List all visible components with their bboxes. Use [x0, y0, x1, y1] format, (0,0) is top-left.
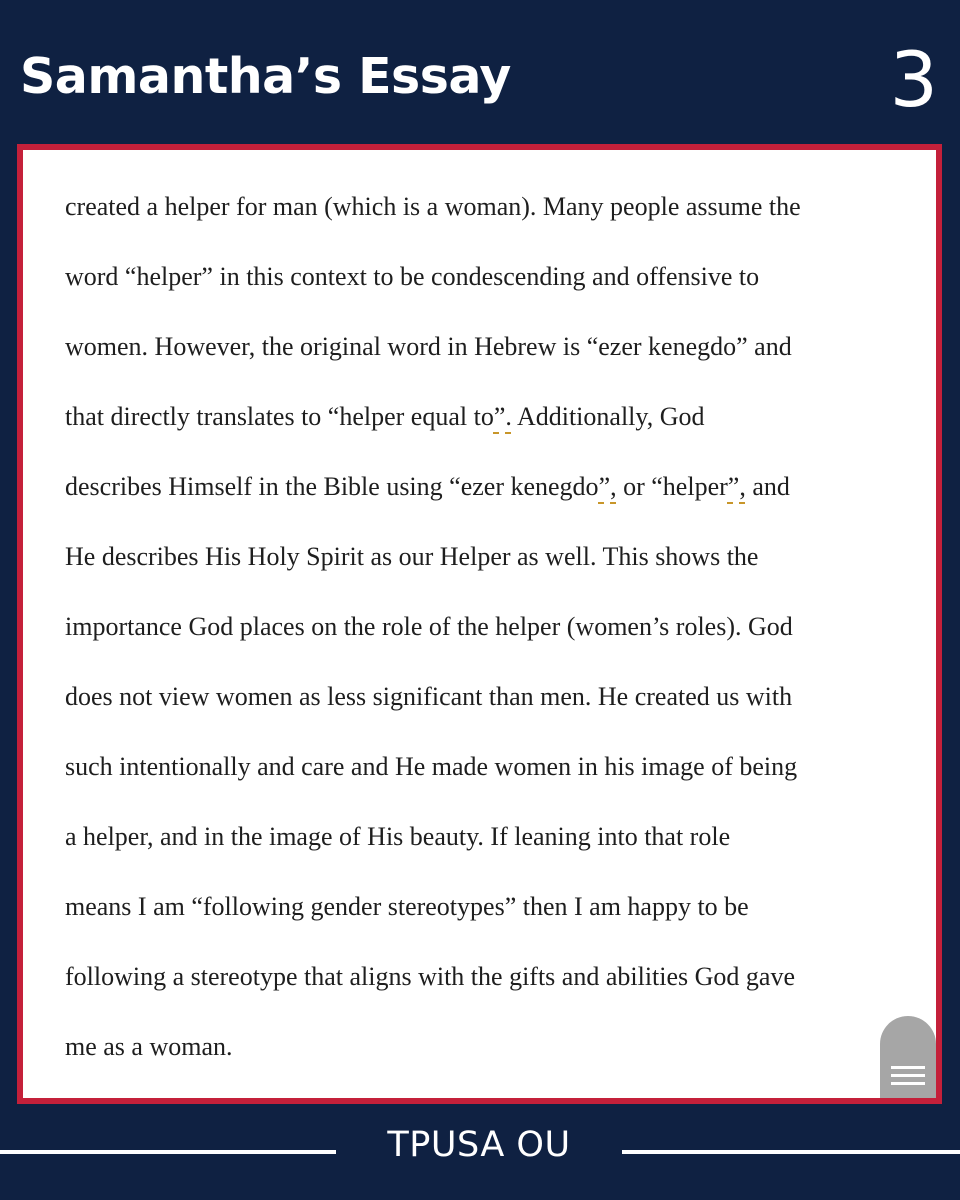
footer-divider-right: [622, 1150, 960, 1154]
spelling-mark[interactable]: ”.: [493, 402, 512, 431]
essay-line: does not view women as less significant than men. He created us with: [65, 682, 793, 711]
essay-line: that directly translates to “helper equal to”. Additionally, God: [65, 402, 705, 431]
essay-line: a helper, and in the image of His beauty. If leaning into that role: [65, 822, 731, 851]
essay-line: importance God places on the role of the helper (women’s roles). God: [65, 612, 793, 641]
essay-line: following a stereotype that aligns with the gifts and abilities God gave: [65, 962, 796, 991]
essay-line: me as a woman.: [65, 1032, 233, 1061]
essay-body: [65, 172, 915, 1082]
footer-divider-left: [0, 1150, 336, 1154]
essay-line: word “helper” in this context to be condescending and offensive to: [65, 262, 760, 291]
scroll-handle[interactable]: [880, 1016, 936, 1098]
essay-line: describes Himself in the Bible using “ezer kenegdo”, or “helper”, and: [65, 472, 790, 501]
essay-line: women. However, the original word in Hebrew is “ezer kenegdo” and: [65, 332, 792, 361]
essay-line: such intentionally and care and He made women in his image of being: [65, 752, 798, 781]
spelling-mark[interactable]: ”,: [727, 472, 746, 501]
essay-line: means I am “following gender stereotypes” then I am happy to be: [65, 892, 749, 921]
essay-line: He describes His Holy Spirit as our Helper as well. This shows the: [65, 542, 759, 571]
page-title: Samantha’s Essay: [20, 48, 511, 105]
essay-line: created a helper for man (which is a woman). Many people assume the: [65, 192, 801, 221]
footer-label: TPUSA OU: [387, 1125, 571, 1165]
spelling-mark[interactable]: ”,: [598, 472, 617, 501]
slide-number: 3: [889, 35, 938, 124]
essay-document: [17, 144, 942, 1104]
